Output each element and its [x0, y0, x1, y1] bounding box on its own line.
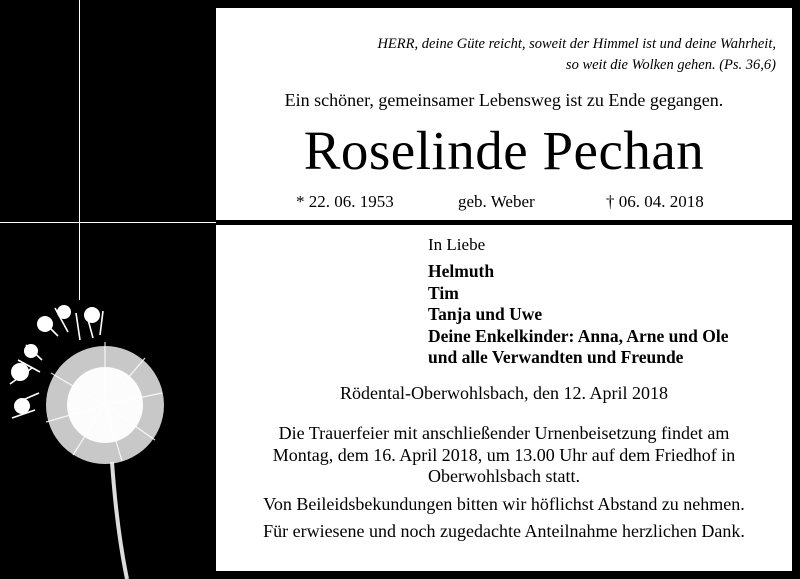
in-love-label: In Liebe	[428, 235, 486, 254]
mourner-item: und alle Verwandten und Freunde	[428, 347, 684, 367]
cross-vertical-line	[79, 0, 80, 300]
mourner-item: Deine Enkelkinder: Anna, Arne und Ole	[428, 325, 729, 346]
mourner-list	[428, 261, 728, 369]
intro-text: Ein schöner, gemeinsamer Lebensweg ist zu Ende gegangen.	[284, 90, 724, 110]
death-date: † 06. 04. 2018	[606, 192, 704, 211]
bible-quote	[256, 34, 776, 76]
quote-line-2: so weit die Wolken gehen. (Ps. 36,6)	[565, 57, 776, 73]
thanks-note: Für erwiesene und noch zugedachte Anteilnahme herzlichen Dank.	[263, 521, 745, 541]
cross-horizontal-line	[0, 222, 216, 223]
funeral-line-3: Oberwohlsbach statt.	[428, 466, 580, 486]
funeral-notice	[236, 423, 772, 488]
maiden-name: geb. Weber	[458, 192, 535, 211]
place-date: Rödental-Oberwohlsbach, den 12. April 2018	[340, 383, 668, 403]
dandelion-icon	[0, 290, 216, 579]
mourner-item: Tim	[428, 282, 459, 303]
funeral-line-2: Montag, dem 16. April 2018, um 13.00 Uhr auf dem Friedhof in	[272, 444, 736, 465]
deceased-name: Roselinde Pechan	[303, 120, 705, 181]
funeral-line-1: Die Trauerfeier mit anschließender Urnenbeisetzung findet am	[278, 423, 730, 443]
condolence-note: Von Beileidsbekundungen bitten wir höflichst Abstand zu nehmen.	[263, 494, 745, 514]
header-panel	[216, 8, 792, 220]
body-panel	[216, 225, 792, 571]
quote-line-1: HERR, deine Güte reicht, soweit der Himmel ist und deine Wahrheit,	[377, 36, 776, 52]
birth-date: * 22. 06. 1953	[296, 192, 394, 211]
mourner-item: Helmuth	[428, 261, 495, 281]
mourner-item: Tanja und Uwe	[428, 304, 543, 324]
